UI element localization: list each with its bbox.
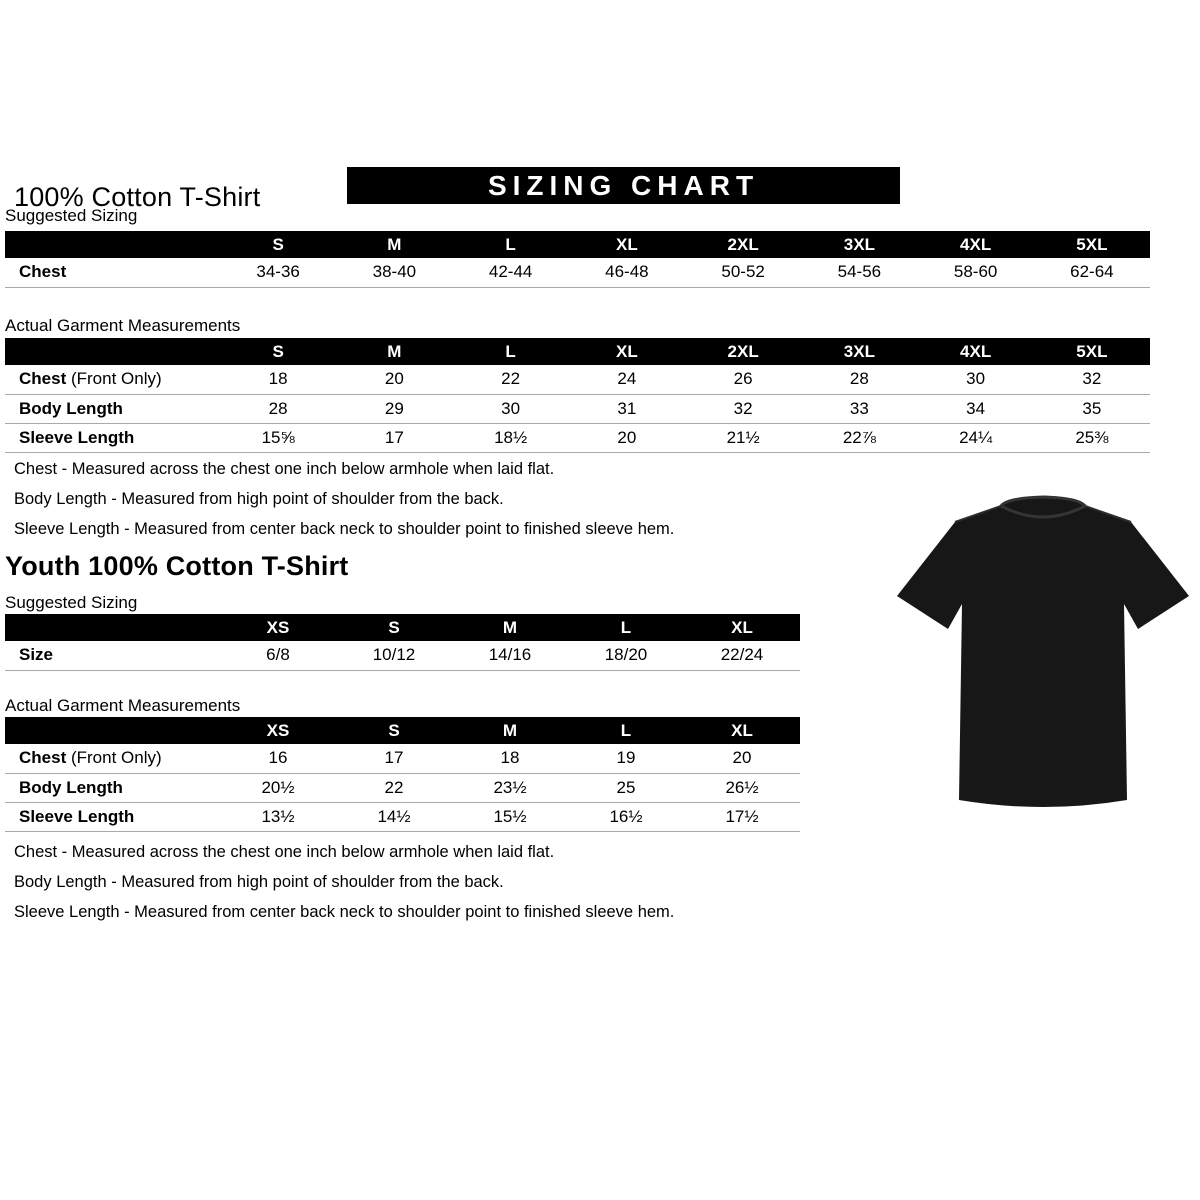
- size-column-header: XS: [220, 614, 336, 641]
- size-column-header: L: [453, 231, 569, 258]
- row-label: Chest (Front Only): [19, 748, 162, 768]
- tshirt-silhouette: [893, 474, 1193, 838]
- measurement-value: 24: [617, 369, 637, 389]
- measurement-row: [5, 802, 800, 831]
- size-column-header: 4XL: [918, 231, 1034, 258]
- size-column-header: S: [336, 614, 452, 641]
- measurement-value: 35: [1082, 398, 1102, 418]
- measurement-value: 20: [732, 748, 752, 768]
- measurement-value: 46-48: [605, 262, 649, 282]
- measurement-value: 17: [384, 427, 404, 447]
- size-column-header: 5XL: [1034, 338, 1150, 365]
- size-column-header: 3XL: [801, 231, 917, 258]
- youth-actual-measurements-label: Actual Garment Measurements: [5, 696, 241, 715]
- measurement-value: 18: [500, 748, 520, 768]
- size-header-row: [5, 717, 800, 744]
- measurement-value: 31: [617, 398, 637, 418]
- measurement-value: 26: [733, 369, 753, 389]
- measurement-value: 26½: [725, 777, 759, 797]
- adult-measurement-notes: [14, 460, 814, 550]
- measurement-value: 10/12: [372, 645, 416, 665]
- note-body-length: Body Length - Measured from high point of shoulder from the back.: [14, 873, 504, 891]
- row-label: Chest: [19, 262, 67, 282]
- size-column-header: M: [336, 338, 452, 365]
- adult-section-title: 100% Cotton T-Shirt: [14, 182, 261, 213]
- measurement-value: 38-40: [372, 262, 417, 282]
- note-body-length: Body Length - Measured from high point of shoulder from the back.: [14, 490, 504, 508]
- size-column-header: 2XL: [685, 231, 801, 258]
- adult-suggested-sizing-label: Suggested Sizing: [5, 206, 138, 225]
- measurement-value: 16: [268, 748, 288, 768]
- measurement-value: 15½: [493, 806, 527, 826]
- measurement-row: [5, 744, 800, 773]
- measurement-value: 25: [616, 777, 636, 797]
- size-column-header: M: [452, 717, 568, 744]
- size-header-row: [5, 614, 800, 641]
- measurement-row: [5, 365, 1150, 394]
- note-chest: Chest - Measured across the chest one inch below armhole when laid flat.: [14, 460, 555, 478]
- size-column-header: L: [568, 614, 684, 641]
- measurement-value: 29: [384, 398, 404, 418]
- header-spacer-cell: [5, 231, 220, 258]
- measurement-value: 50-52: [721, 262, 765, 282]
- measurement-value: 20: [617, 427, 637, 447]
- adult-suggested-sizing-table: [5, 231, 1150, 288]
- measurement-value: 16½: [609, 806, 643, 826]
- measurement-value: 28: [849, 369, 869, 389]
- row-label: Body Length: [19, 777, 123, 797]
- measurement-value: 13½: [261, 806, 295, 826]
- size-column-header: 5XL: [1034, 231, 1150, 258]
- size-header-row: [5, 338, 1150, 365]
- size-column-header: XL: [569, 231, 685, 258]
- youth-section-title: Youth 100% Cotton T-Shirt: [5, 551, 349, 581]
- measurement-value: 21½: [726, 427, 760, 447]
- measurement-value: 15⅝: [261, 427, 295, 447]
- row-label: Size: [19, 645, 54, 665]
- size-column-header: S: [220, 231, 336, 258]
- measurement-value: 18/20: [604, 645, 648, 665]
- measurement-value: 32: [1082, 369, 1102, 389]
- measurement-value: 22: [384, 777, 404, 797]
- youth-measurement-notes: [14, 843, 814, 933]
- measurement-row: [5, 258, 1150, 287]
- measurement-value: 23½: [493, 777, 527, 797]
- size-column-header: 2XL: [685, 338, 801, 365]
- size-column-header: 4XL: [918, 338, 1034, 365]
- measurement-value: 42-44: [488, 262, 533, 282]
- measurement-value: 32: [733, 398, 753, 418]
- size-column-header: M: [452, 614, 568, 641]
- note-sleeve-length: Sleeve Length - Measured from center back neck to shoulder point to finished sleeve hem.: [14, 903, 675, 921]
- measurement-value: 19: [616, 748, 636, 768]
- measurement-value: 17: [384, 748, 404, 768]
- size-column-header: 3XL: [801, 338, 917, 365]
- size-column-header: S: [220, 338, 336, 365]
- measurement-value: 30: [966, 369, 986, 389]
- measurement-value: 30: [501, 398, 521, 418]
- size-column-header: XL: [684, 614, 800, 641]
- measurement-value: 20: [384, 369, 404, 389]
- measurement-value: 22/24: [720, 645, 764, 665]
- row-label: Sleeve Length: [19, 806, 135, 826]
- measurement-row: [5, 423, 1150, 452]
- size-column-header: L: [568, 717, 684, 744]
- header-spacer-cell: [5, 338, 220, 365]
- size-column-header: S: [336, 717, 452, 744]
- measurement-value: 62-64: [1070, 262, 1114, 282]
- measurement-value: 22⅞: [842, 427, 876, 447]
- size-column-header: XS: [220, 717, 336, 744]
- size-column-header: M: [336, 231, 452, 258]
- measurement-value: 34-36: [256, 262, 300, 282]
- size-column-header: XL: [569, 338, 685, 365]
- youth-suggested-sizing-table: [5, 614, 800, 671]
- measurement-value: 33: [849, 398, 869, 418]
- measurement-row: [5, 394, 1150, 423]
- size-column-header: XL: [684, 717, 800, 744]
- measurement-row: [5, 641, 800, 670]
- measurement-value: 14/16: [488, 645, 532, 665]
- measurement-value: 20½: [261, 777, 295, 797]
- measurement-value: 22: [501, 369, 521, 389]
- size-header-row: [5, 231, 1150, 258]
- measurement-value: 14½: [377, 806, 411, 826]
- row-label: Sleeve Length: [19, 427, 135, 447]
- size-column-header: L: [453, 338, 569, 365]
- measurement-value: 17½: [725, 806, 759, 826]
- measurement-value: 18: [268, 369, 288, 389]
- note-chest: Chest - Measured across the chest one inch below armhole when laid flat.: [14, 843, 555, 861]
- adult-actual-measurements-label: Actual Garment Measurements: [5, 316, 241, 335]
- measurement-value: 34: [966, 398, 986, 418]
- sizing-chart-banner: SIZING CHART: [347, 167, 900, 204]
- measurement-value: 24¼: [959, 427, 993, 447]
- header-spacer-cell: [5, 717, 220, 744]
- adult-actual-measurements-table: [5, 338, 1150, 453]
- measurement-row: [5, 773, 800, 802]
- measurement-value: 54-56: [837, 262, 882, 282]
- youth-suggested-sizing-label: Suggested Sizing: [5, 593, 138, 612]
- row-label: Chest (Front Only): [19, 369, 162, 389]
- row-label: Body Length: [19, 398, 123, 418]
- measurement-value: 6/8: [266, 645, 290, 665]
- measurement-value: 18½: [494, 427, 528, 447]
- measurement-value: 28: [268, 398, 288, 418]
- measurement-value: 25⅜: [1075, 427, 1109, 447]
- note-sleeve-length: Sleeve Length - Measured from center back neck to shoulder point to finished sleeve hem.: [14, 520, 675, 538]
- measurement-value: 58-60: [953, 262, 998, 282]
- header-spacer-cell: [5, 614, 220, 641]
- youth-actual-measurements-table: [5, 717, 800, 832]
- black-tshirt-image: [893, 474, 1193, 838]
